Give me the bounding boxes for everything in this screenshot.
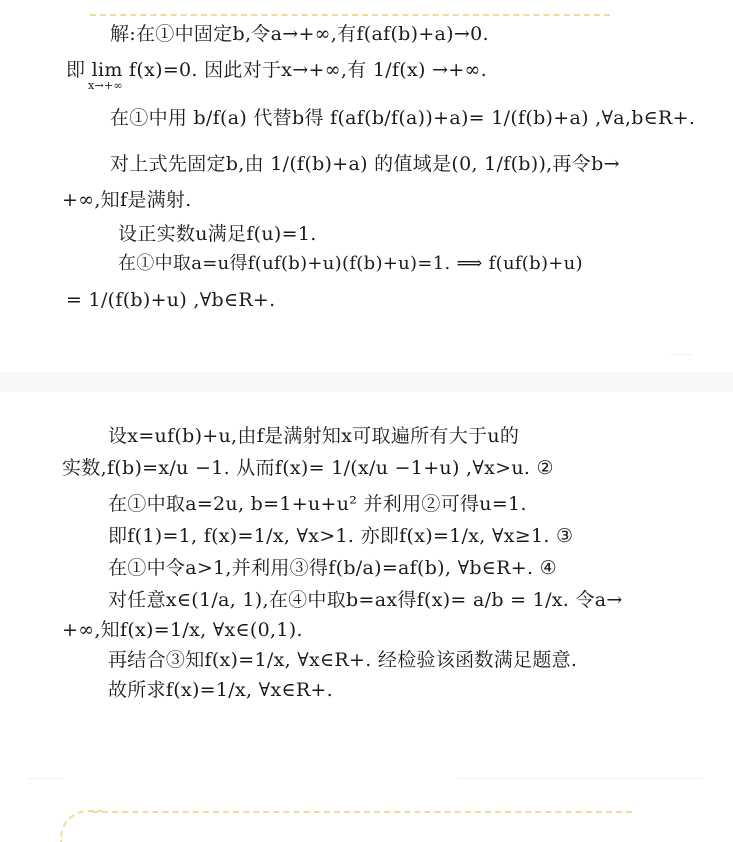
solution-line: 设x=uf(b)+u,由f是满射知x可取遍所有大于u的 bbox=[108, 425, 520, 447]
solution-line: 故所求f(x)=1/x, ∀x∈R+. bbox=[108, 679, 333, 701]
solution-line: 对任意x∈(1/a, 1),在④中取b=ax得f(x)= a/b = 1/x. 令a→ bbox=[108, 589, 623, 611]
divider bbox=[28, 778, 64, 779]
decorative-dashed-line bbox=[90, 14, 610, 16]
solution-line: 在①中取a=u得f(uf(b)+u)(f(b)+u)=1. ⟹ f(uf(b)+u) bbox=[118, 253, 583, 274]
limit-subscript: x→+∞ bbox=[88, 79, 124, 92]
divider bbox=[458, 778, 702, 779]
solution-line: 即 lim f(x)=0. 因此对于x→+∞,有 1/f(x) →+∞. bbox=[66, 59, 487, 81]
solution-line: 再结合③知f(x)=1/x, ∀x∈R+. 经检验该函数满足题意. bbox=[108, 649, 578, 671]
solution-line: +∞,知f(x)=1/x, ∀x∈(0,1). bbox=[62, 619, 303, 641]
solution-line: = 1/(f(b)+u) ,∀b∈R+. bbox=[66, 289, 276, 311]
section-gap bbox=[0, 372, 733, 392]
solution-line: 对上式先固定b,由 1/(f(b)+a) 的值域是(0, 1/f(b)),再令b→ bbox=[110, 153, 620, 175]
solution-card-part-1 bbox=[0, 0, 733, 372]
solution-line: 在①中取a=2u, b=1+u+u² 并利用②可得u=1. bbox=[108, 493, 527, 515]
solution-line: 在①中用 b/f(a) 代替b得 f(af(b/f(a))+a)= 1/(f(b)+a) ,∀a,b∈R+. bbox=[110, 107, 696, 129]
decorative-dashed-line bbox=[92, 811, 632, 813]
divider bbox=[670, 354, 692, 355]
solution-line: 实数,f(b)=x/u −1. 从而f(x)= 1/(x/u −1+u) ,∀x>u. ② bbox=[62, 457, 554, 479]
solution-line: 即f(1)=1, f(x)=1/x, ∀x>1. 亦即f(x)=1/x, ∀x≥1. ③ bbox=[108, 525, 574, 547]
solution-line: +∞,知f是满射. bbox=[62, 189, 192, 211]
solution-card-part-2 bbox=[0, 392, 733, 786]
solution-line: 在①中令a>1,并利用③得f(b/a)=af(b), ∀b∈R+. ④ bbox=[108, 557, 558, 579]
decorative-corner bbox=[60, 810, 102, 842]
solution-line: 设正实数u满足f(u)=1. bbox=[118, 223, 317, 245]
solution-line: 解:在①中固定b,令a→+∞,有f(af(b)+a)→0. bbox=[110, 23, 489, 45]
